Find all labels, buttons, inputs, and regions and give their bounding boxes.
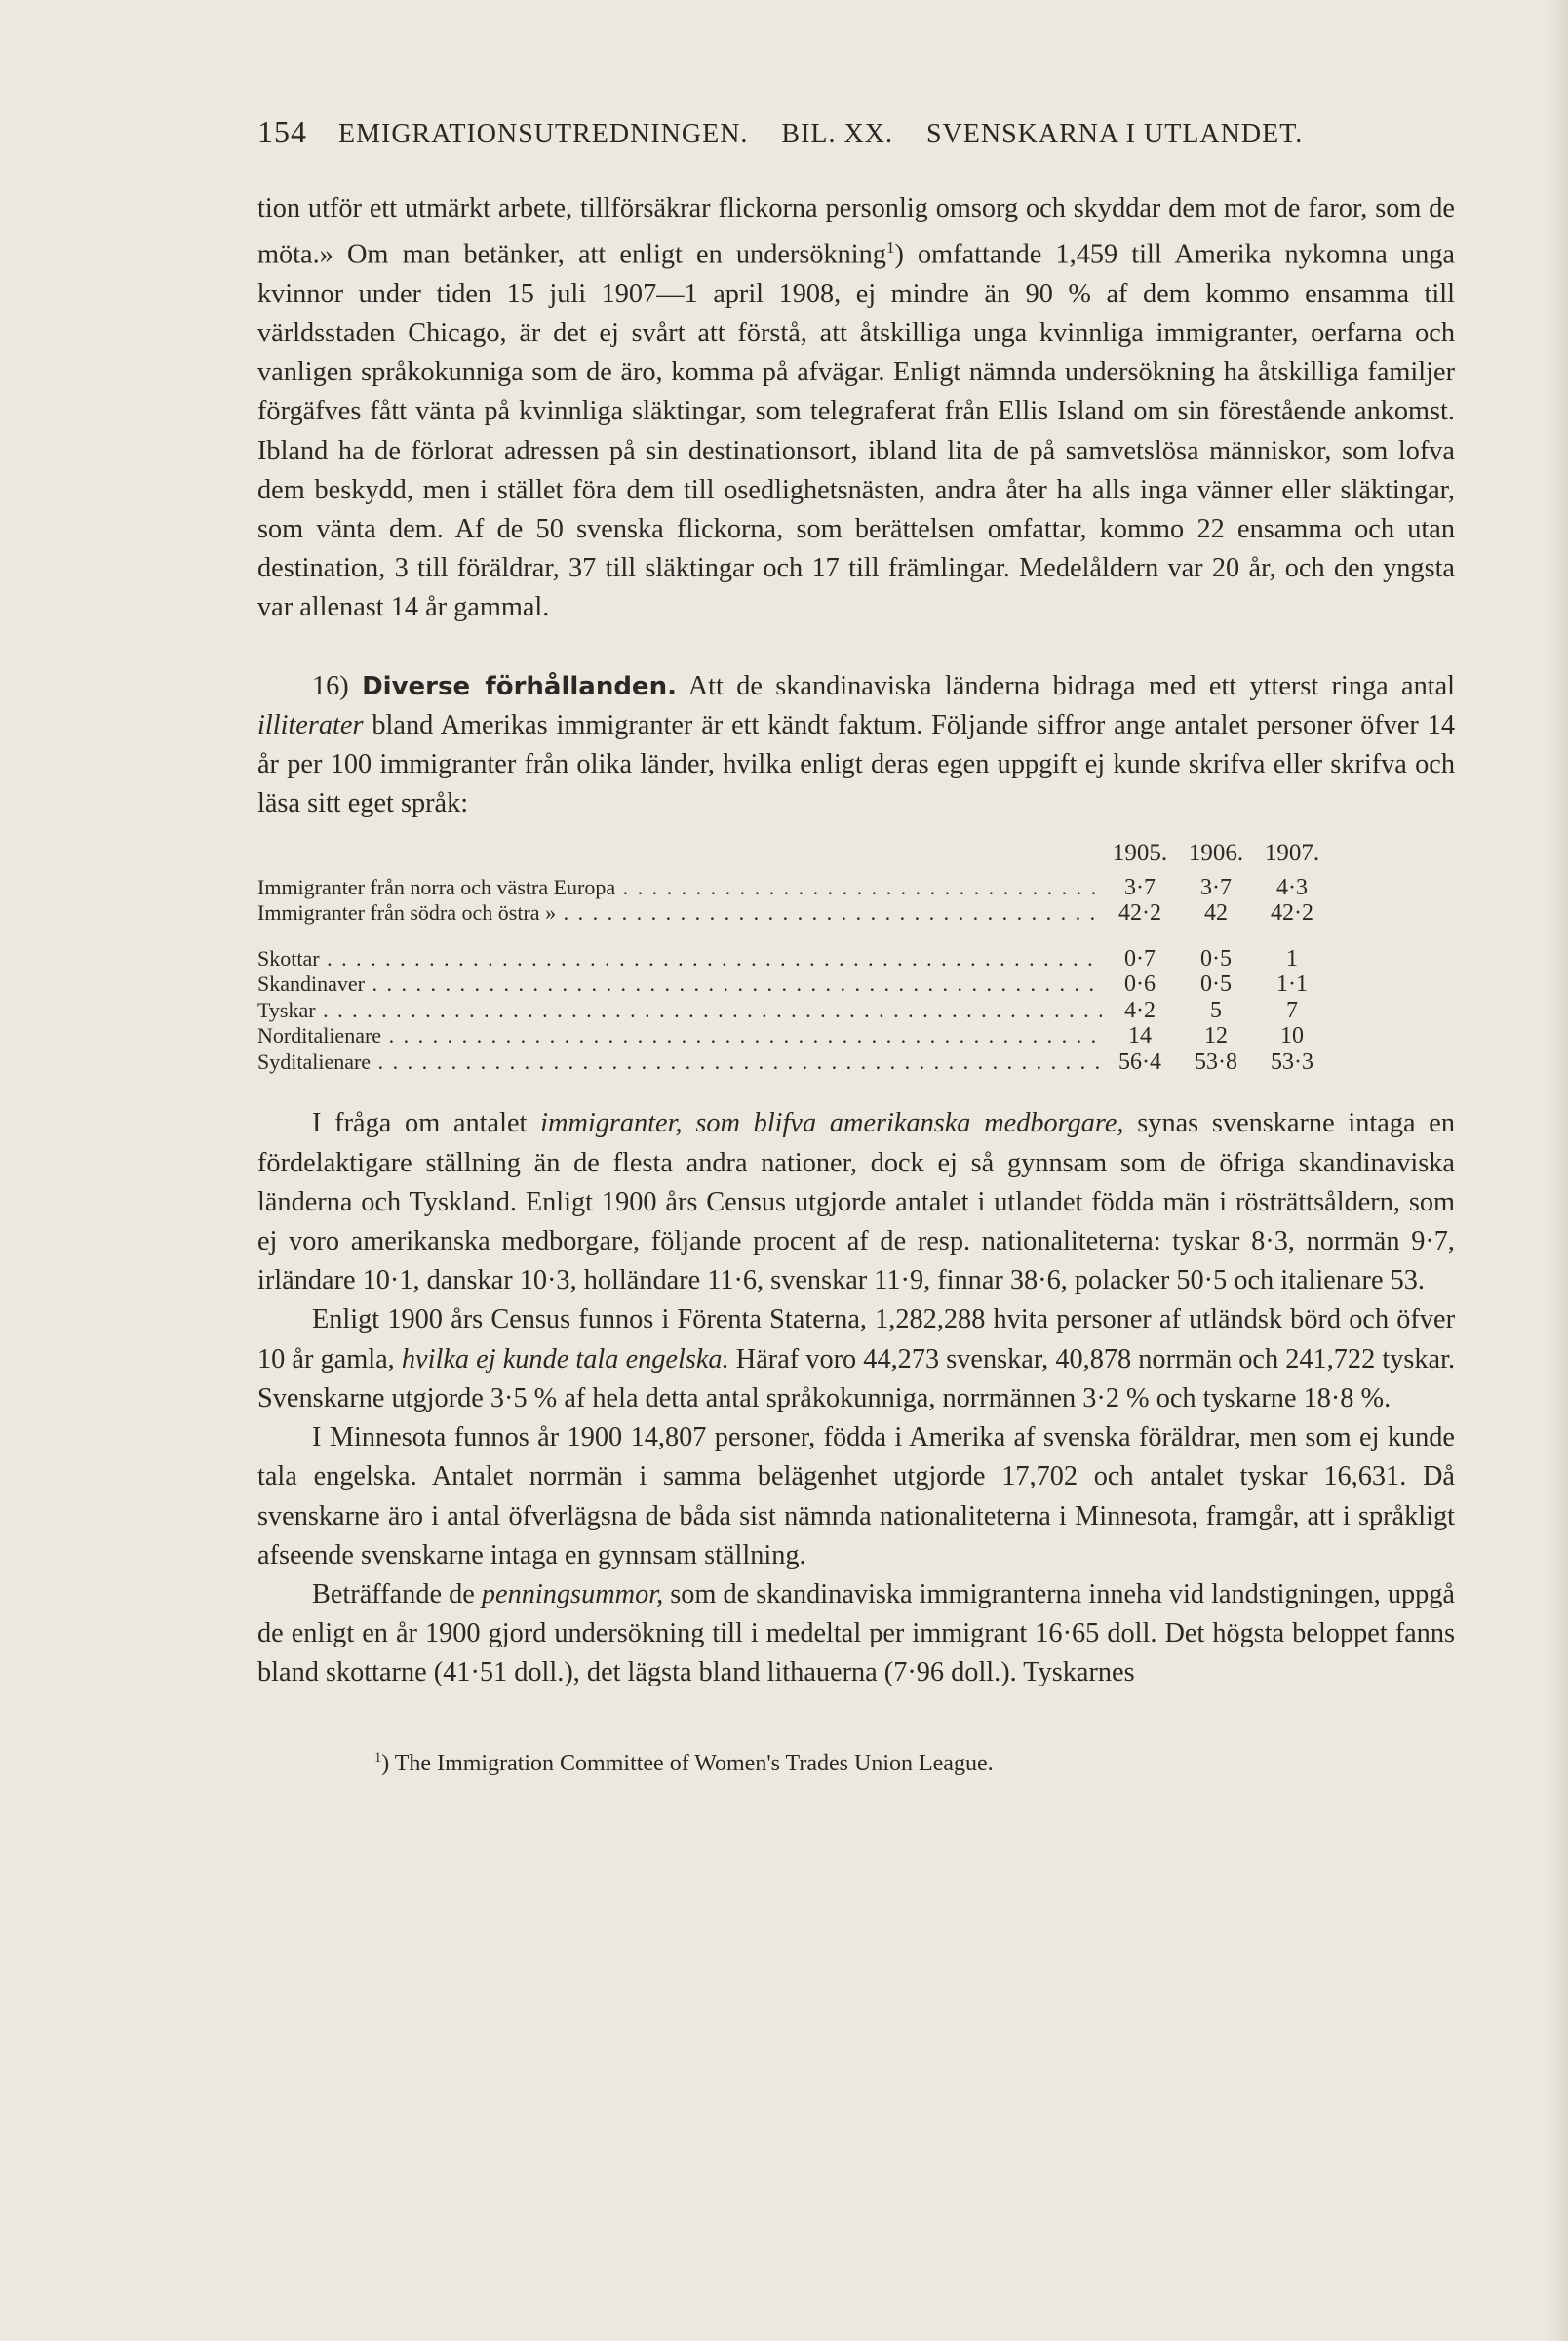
header-section: SVENSKARNA I UTLANDET. [925, 119, 1304, 149]
row-label: Norditalienare . . . [257, 1023, 1102, 1050]
row-label: Skottar . . . [257, 946, 1102, 972]
table-row [257, 900, 1330, 927]
section-number: 16) [312, 670, 349, 701]
illiteracy-table [257, 841, 1330, 1075]
footnote-mark: 1 [374, 1749, 382, 1766]
cell-1906: 5 [1210, 997, 1222, 1023]
table-row [257, 972, 1330, 998]
cell-1905: 0·6 [1124, 972, 1156, 998]
table-gap [257, 927, 1330, 946]
cell-1905: 56·4 [1118, 1049, 1161, 1075]
paragraph-6-text-b: som de skandinaviska immigranterna inneha vid landstigningen, uppgå de enligt en år 1900 gjord undersökning till i medeltal per immigrant 16·65 doll. Det högsta beloppet fanns bland skottarne (41·51 doll.), det lägsta bland lithauerna (7·96 doll.). Tyskarnes [257, 1578, 1455, 1688]
cell-1906: 53·8 [1195, 1049, 1237, 1075]
cell-1906: 42 [1204, 900, 1228, 927]
table-row [257, 1023, 1330, 1050]
footnote [374, 1742, 1455, 1779]
cell-1906: 12 [1204, 1023, 1228, 1050]
running-header [257, 109, 1455, 154]
cell-1907: 42·2 [1271, 900, 1313, 927]
paragraph-3-italic: immigranter, som blifva amerikanska medborgare, [540, 1108, 1124, 1139]
paragraph-4-italic: hvilka ej kunde tala engelska. [401, 1343, 729, 1374]
paragraph-3 [257, 1104, 1455, 1300]
paragraph-4-text-a: Enligt 1900 års Census funnos i Förenta Staterna, 1,282,288 hvita personer af utländsk börd och öfver 10 år gamla, [257, 1304, 1455, 1374]
paragraph-6-italic: penningsummor, [481, 1578, 664, 1609]
section-heading: Diverse förhållanden. [362, 671, 677, 701]
footnote-text: ) The Immigration Committee of Women's Trades Union League. [381, 1750, 994, 1776]
paragraph-3-text-b: synas svenskarne intaga en fördelaktigare ställning än de flesta andra nationer, dock ej så gynnsam som de öfriga skandinaviska länderna och Tyskland. Enligt 1900 års Census utgjorde antalet i utlandet födda män i rösträttsåldern, som ej voro amerikanska medborgare, följande procent af de resp. nationaliteterna: tyskar 8·3, norrmän 9·7, irländare 10·1, danskar 10·3, holländare 11·6, svenskar 11·9, finnar 38·6, polacker 50·5 och italienare 53. [257, 1108, 1455, 1296]
paragraph-2-text-b: bland Amerikas immigranter är ett kändt faktum. Följande siffror ange antalet personer öfver 14 år per 100 immigranter från olika länder, hvilka enligt deras egen uppgift ej kunde skrifva eller skrifva och läsa sitt eget språk: [257, 709, 1456, 819]
cell-1907: 4·3 [1276, 874, 1308, 900]
cell-1905: 0·7 [1124, 945, 1156, 972]
page-content [257, 109, 1455, 1779]
row-label: Immigranter från norra och västra Europa . . . [257, 875, 1102, 901]
row-label: Skandinaver . . . [257, 972, 1102, 998]
header-title: EMIGRATIONSUTREDNINGEN. [338, 119, 749, 149]
row-label: Tyskar . . . [257, 998, 1102, 1024]
cell-1907: 7 [1286, 997, 1298, 1023]
paragraph-4 [257, 1300, 1455, 1418]
footnote-separator [257, 1693, 1455, 1723]
table-row [257, 946, 1330, 972]
paragraph-6 [257, 1575, 1455, 1693]
cell-1907: 10 [1280, 1023, 1304, 1050]
paragraph-2-text-a: Att de skandinaviska länderna bidraga med ett ytterst ringa antal [687, 670, 1456, 701]
cell-1906: 3·7 [1200, 874, 1232, 900]
cell-1907: 1·1 [1276, 972, 1308, 998]
table-row [257, 998, 1330, 1024]
paragraph-1-text-b: ) omfattande 1,459 till Amerika nykomna unga kvinnor under tiden 15 juli 1907—1 april 1908, ej mindre än 90 % af dem kommo ensamma till världsstaden Chicago, är det ej svårt att förstå, att åtskilliga unga kvinnliga immigranter, oerfarna och vanligen språkokunniga som de äro, komma på afvägar. Enligt nämnda undersökning ha åtskilliga familjer förgäfves fått vänta på kvinnliga släktingar, som telegraferat från Ellis Island om sin förestående ankomst. Ibland ha de förlorat adressen på sin destinationsort, ibland lita de på samvetslösa människor, som lofva dem beskydd, men i stället föra dem till osedlighetsnästen, andra åter ha alls inga vänner eller släktingar, som vänta dem. Af de 50 svenska flickorna, som berättelsen omfattar, kommo 22 ensamma och utan destination, 3 till föräldrar, 37 till släktingar och 17 till främlingar. Medelåldern var 20 år, och den yngsta var allenast 14 år gammal. [257, 239, 1455, 623]
cell-1905: 4·2 [1124, 997, 1156, 1023]
year-1906: 1906. [1188, 840, 1244, 867]
year-1907: 1907. [1264, 840, 1320, 867]
paragraph-5: I Minnesota funnos år 1900 14,807 personer, födda i Amerika af svenska föräldrar, men som ej kunde tala engelska. Antalet norrmän i samma belägenhet utgjorde 17,702 och antalet tyskar 16,631. Då svenskarne äro i antal öfverlägsna de båda sist nämnda nationaliteterna i Minnesota, framgår, att i språkligt afseende svenskarne intaga en gynnsam ställning. [257, 1422, 1455, 1570]
cell-1905: 14 [1128, 1023, 1152, 1050]
cell-1905: 3·7 [1124, 874, 1156, 900]
cell-1906: 0·5 [1200, 945, 1232, 972]
footnote-ref: 1 [885, 238, 895, 258]
paragraph-2 [257, 667, 1455, 824]
paragraph-6-text-a: Beträffande de [312, 1578, 475, 1609]
page-edge [1547, 0, 1568, 2341]
paragraph-1-text-a: tion utför ett utmärkt arbete, tillförsäkrar flickorna personlig omsorg och skyddar dem mot de faror, som de möta.» Om man betänker, att enligt en undersökning [257, 193, 1455, 270]
body-text [257, 189, 1455, 1693]
ditto-mark: » [545, 900, 557, 926]
year-1905: 1905. [1112, 840, 1168, 867]
cell-1907: 1 [1286, 945, 1298, 972]
paragraph-3-text-a: I fråga om antalet [312, 1108, 528, 1139]
paragraph-2-italic: illiterater [257, 709, 364, 740]
paragraph-4-text-b: Häraf voro 44,273 svenskar, 40,878 norrmän och 241,722 tyskar. Svenskarne utgjorde 3·5 % af hela detta antal språkokunniga, norrmännen 3·2 % och tyskarne 18·8 %. [257, 1343, 1456, 1413]
cell-1906: 0·5 [1200, 972, 1232, 998]
row-label-text: Immigranter från södra och östra [257, 900, 540, 926]
table-row [257, 1050, 1330, 1076]
table-year-header [257, 841, 1330, 867]
paragraph-1 [257, 189, 1455, 628]
cell-1907: 53·3 [1271, 1049, 1313, 1075]
header-appendix: BIL. XX. [781, 119, 893, 149]
row-label: Syditalienare . . . [257, 1050, 1102, 1076]
cell-1905: 42·2 [1118, 900, 1161, 927]
page-number: 154 [257, 114, 307, 149]
table-row [257, 875, 1330, 901]
row-label [257, 900, 1102, 927]
